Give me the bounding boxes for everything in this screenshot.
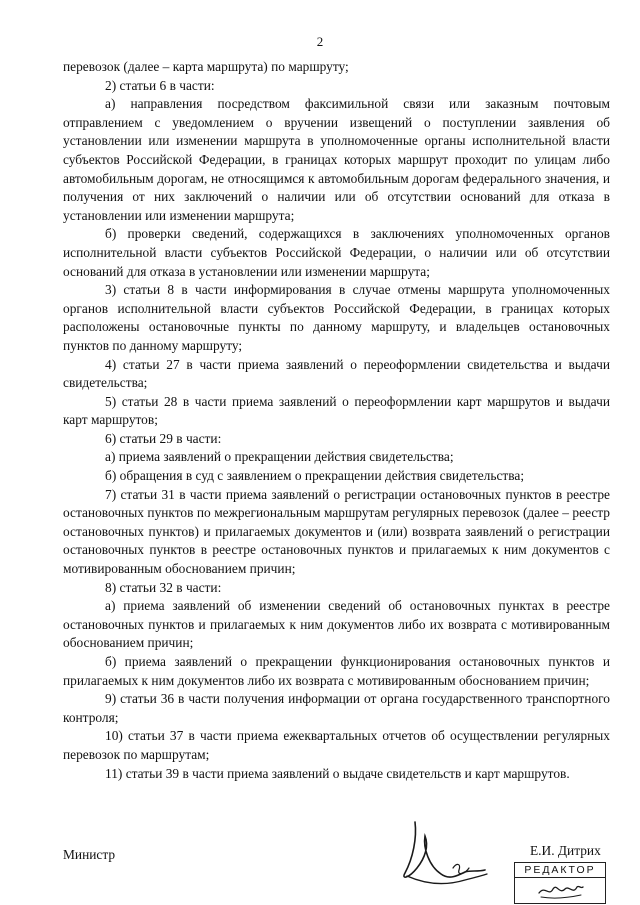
paragraph: а) приема заявлений о прекращении действия свидетельства;	[105, 449, 454, 465]
paragraph: а) направления посредством факсимильной связи или заказным почтовым отправлением с уведомлением о вручении извещений о поступлении заявления об установлении или изменении маршрута в уполномоченные органы исполнительной власти субъектов Российской Федерации, в границах которых маршрут проходит по улицам либо автомобильным дорогам, не относящимся к автомобильным дорогам федерального значения, и получения от них заключений о наличии или об отсутствии оснований для отказа в установлении или изменении маршрута;	[63, 96, 610, 223]
paragraph: 5) статьи 28 в части приема заявлений о переоформлении карт маршрутов и выдачи карт маршрутов;	[63, 393, 610, 428]
paragraph: 9) статьи 36 в части получения информации от органа государственного транспортного контроля;	[63, 691, 610, 725]
paragraph: а) приема заявлений об изменении сведений об остановочных пунктах в реестре остановочных пунктов и прилагаемых к ним документов либо их возврата с мотивированным обоснованием причин;	[63, 598, 610, 651]
document-body	[63, 58, 610, 783]
paragraph: 11) статьи 39 в части приема заявлений о выдаче свидетельств и карт маршрутов.	[105, 765, 570, 781]
paragraph: 8) статьи 32 в части:	[105, 579, 222, 595]
paragraph: 4) статьи 27 в части приема заявлений о переоформлении свидетельства и выдачи свидетельства;	[63, 356, 610, 391]
paragraph: 2) статьи 6 в части:	[105, 77, 215, 93]
paragraph: перевозок (далее – карта маршрута) по маршруту;	[63, 59, 349, 74]
paragraph: 10) статьи 37 в части приема ежеквартальных отчетов об осуществлении регулярных перевозок по маршрутам;	[63, 728, 610, 762]
paragraph: 7) статьи 31 в части приема заявлений о регистрации остановочных пунктов в реестре остановочных пунктов по межрегиональным маршрутам регулярных перевозок (далее – реестр остановочных пунктов) и прилагаемых документов и (или) возврата заявлений о регистрации остановочных пунктов в реестре остановочных пунктов и прилагаемых к ним документов с мотивированным обоснованием причин;	[63, 486, 610, 577]
page-number: 2	[316, 34, 324, 49]
paragraph: б) приема заявлений о прекращении функционирования остановочных пунктов и прилагаемых к ним документов либо их возврата с мотивированным обоснованием причин;	[63, 654, 610, 688]
stamp-initials-signature	[537, 879, 585, 901]
editor-stamp	[514, 862, 606, 904]
position-title: Министр	[63, 847, 116, 862]
signer-name: Е.И. Дитрих	[530, 843, 601, 858]
stamp-label: РЕДАКТОР	[515, 863, 605, 878]
paragraph: б) обращения в суд с заявлением о прекращении действия свидетельства;	[105, 468, 525, 484]
handwritten-signature	[395, 818, 490, 893]
paragraph: 6) статьи 29 в части:	[105, 430, 222, 446]
paragraph: 3) статьи 8 в части информирования в случае отмены маршрута уполномоченных органов исполнительной власти субъектов Российской Федерации, в границах которых расположены остановочные пункты по данному маршруту, и владельцев остановочных пунктов по данному маршруту;	[63, 282, 610, 353]
paragraph: б) проверки сведений, содержащихся в заключениях уполномоченных органов исполнительной власти субъектов Российской Федерации, о наличии или об отсутствии оснований для отказа в установлении или изменении маршрута;	[63, 226, 610, 279]
